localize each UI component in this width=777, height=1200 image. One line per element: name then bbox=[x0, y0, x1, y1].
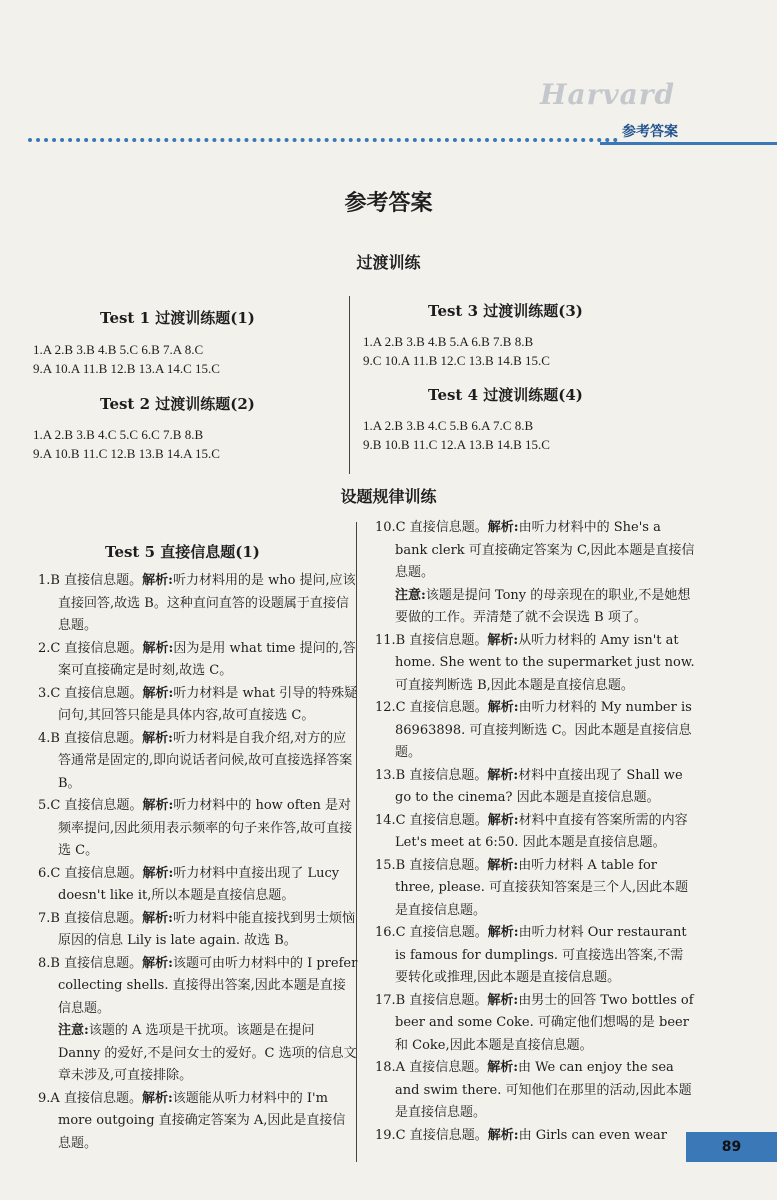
header-label: 参考答案 bbox=[622, 124, 678, 140]
section-title-patterns: 设题规律训练 bbox=[340, 487, 437, 506]
answer-item: 2.C 直接信息题。解析:因为是用 what time 提问的,答案可直接确定是时刻,故选 C。 bbox=[38, 640, 356, 678]
test-1-row-2: 9.A 10.A 11.B 12.B 13.A 14.C 15.C bbox=[33, 361, 220, 376]
answer-item: 16.C 直接信息题。解析:由听力材料 Our restaurant is famous for dumplings. 可直接选出答案,不需要转化或推理,因此本题是直接信息题。 bbox=[375, 925, 687, 985]
section-title-transition: 过渡训练 bbox=[356, 253, 421, 272]
answer-note: 注意:该题是提问 Tony 的母亲现在的职业,不是她想要做的工作。弄清楚了就不会误选 B 项了。 bbox=[395, 587, 691, 625]
answer-item: 18.A 直接信息题。解析:由 We can enjoy the sea and swim there. 可知他们在那里的活动,因此本题是直接信息题。 bbox=[375, 1060, 692, 1120]
test-2-row-2: 9.A 10.B 11.C 12.B 13.B 14.A 15.C bbox=[33, 446, 220, 461]
header-dotted-rule bbox=[28, 138, 618, 142]
publisher-logo: Harvard bbox=[540, 78, 676, 111]
answer-item: 19.C 直接信息题。解析:由 Girls can even wear bbox=[375, 1127, 668, 1143]
test-4-row-1: 1.A 2.B 3.B 4.C 5.B 6.A 7.C 8.B bbox=[363, 418, 534, 433]
right-answer-column bbox=[375, 517, 695, 1147]
answer-item: 11.B 直接信息题。解析:从听力材料的 Amy isn't at home. She went to the supermarket just now. 可直接判断选 B,因此本题是直接信息题。 bbox=[375, 632, 695, 693]
answer-item: 6.C 直接信息题。解析:听力材料中直接出现了 Lucy doesn't like it,所以本题是直接信息题。 bbox=[38, 865, 340, 903]
answer-item: 10.C 直接信息题。解析:由听力材料中的 She's a bank clerk 可直接确定答案为 C,因此本题是直接信息题。 bbox=[375, 520, 695, 580]
test-3-row-1: 1.A 2.B 3.B 4.B 5.A 6.B 7.B 8.B bbox=[363, 334, 534, 349]
column-divider-top bbox=[349, 296, 350, 474]
header-rule bbox=[600, 142, 777, 145]
answer-item: 4.B 直接信息题。解析:听力材料是自我介绍,对方的应答通常是固定的,即向说话者问候,故可直接选择答案 B。 bbox=[38, 730, 353, 791]
test-2-title: Test 2 过渡训练题(2) bbox=[100, 395, 255, 413]
answer-item: 13.B 直接信息题。解析:材料中直接出现了 Shall we go to the cinema? 因此本题是直接信息题。 bbox=[375, 767, 683, 805]
test-2-row-1: 1.A 2.B 3.B 4.C 5.C 6.C 7.B 8.B bbox=[33, 427, 204, 442]
test-1-title: Test 1 过渡训练题(1) bbox=[100, 309, 255, 327]
test-1-row-1: 1.A 2.B 3.B 4.B 5.C 6.B 7.A 8.C bbox=[33, 342, 204, 357]
answer-item: 9.A 直接信息题。解析:该题能从听力材料中的 I'm more outgoing 直接确定答案为 A,因此是直接信息题。 bbox=[38, 1090, 346, 1151]
answer-item: 8.B 直接信息题。解析:该题可由听力材料中的 I prefer collecting shells. 直接得出答案,因此本题是直接信息题。 bbox=[38, 955, 358, 1016]
test-3-row-2: 9.C 10.A 11.B 12.C 13.B 14.B 15.C bbox=[363, 353, 550, 368]
answer-item: 17.B 直接信息题。解析:由男士的回答 Two bottles of beer and some Coke. 可确定他们想喝的是 beer 和 Coke,因此本题是直接信息题。 bbox=[375, 992, 694, 1053]
answer-item: 15.B 直接信息题。解析:由听力材料 A table for three, please. 可直接获知答案是三个人,因此本题是直接信息题。 bbox=[375, 857, 689, 918]
page-number: 89 bbox=[686, 1132, 777, 1162]
answer-item: 14.C 直接信息题。解析:材料中直接有答案所需的内容 Let's meet at 6:50. 因此本题是直接信息题。 bbox=[375, 812, 688, 850]
left-answer-column bbox=[38, 570, 358, 1155]
answer-note: 注意:该题的 A 选项是干扰项。该题是在提问 Danny 的爱好,不是问女士的爱好。C 选项的信息文章未涉及,可直接排除。 bbox=[58, 1023, 357, 1083]
page-title: 参考答案 bbox=[344, 190, 433, 216]
test-5-title: Test 5 直接信息题(1) bbox=[105, 543, 260, 561]
answer-item: 1.B 直接信息题。解析:听力材料用的是 who 提问,应该直接回答,故选 B。这种直问直答的设题属于直接信息题。 bbox=[38, 573, 356, 633]
answer-item: 5.C 直接信息题。解析:听力材料中的 how often 是对频率提问,因此须用表示频率的句子来作答,故可直接选 C。 bbox=[38, 798, 353, 858]
answer-item: 12.C 直接信息题。解析:由听力材料的 My number is 86963898. 可直接判断选 C。因此本题是直接信息题。 bbox=[375, 700, 692, 760]
test-4-title: Test 4 过渡训练题(4) bbox=[428, 386, 583, 404]
answer-item: 7.B 直接信息题。解析:听力材料中能直接找到男士烦恼原因的信息 Lily is late again. 故选 B。 bbox=[38, 910, 355, 948]
answer-item: 3.C 直接信息题。解析:听力材料是 what 引导的特殊疑问句,其回答只能是具体内容,故可直接选 C。 bbox=[38, 685, 358, 723]
test-3-title: Test 3 过渡训练题(3) bbox=[428, 302, 583, 320]
test-4-row-2: 9.B 10.B 11.C 12.A 13.B 14.B 15.C bbox=[363, 437, 550, 452]
